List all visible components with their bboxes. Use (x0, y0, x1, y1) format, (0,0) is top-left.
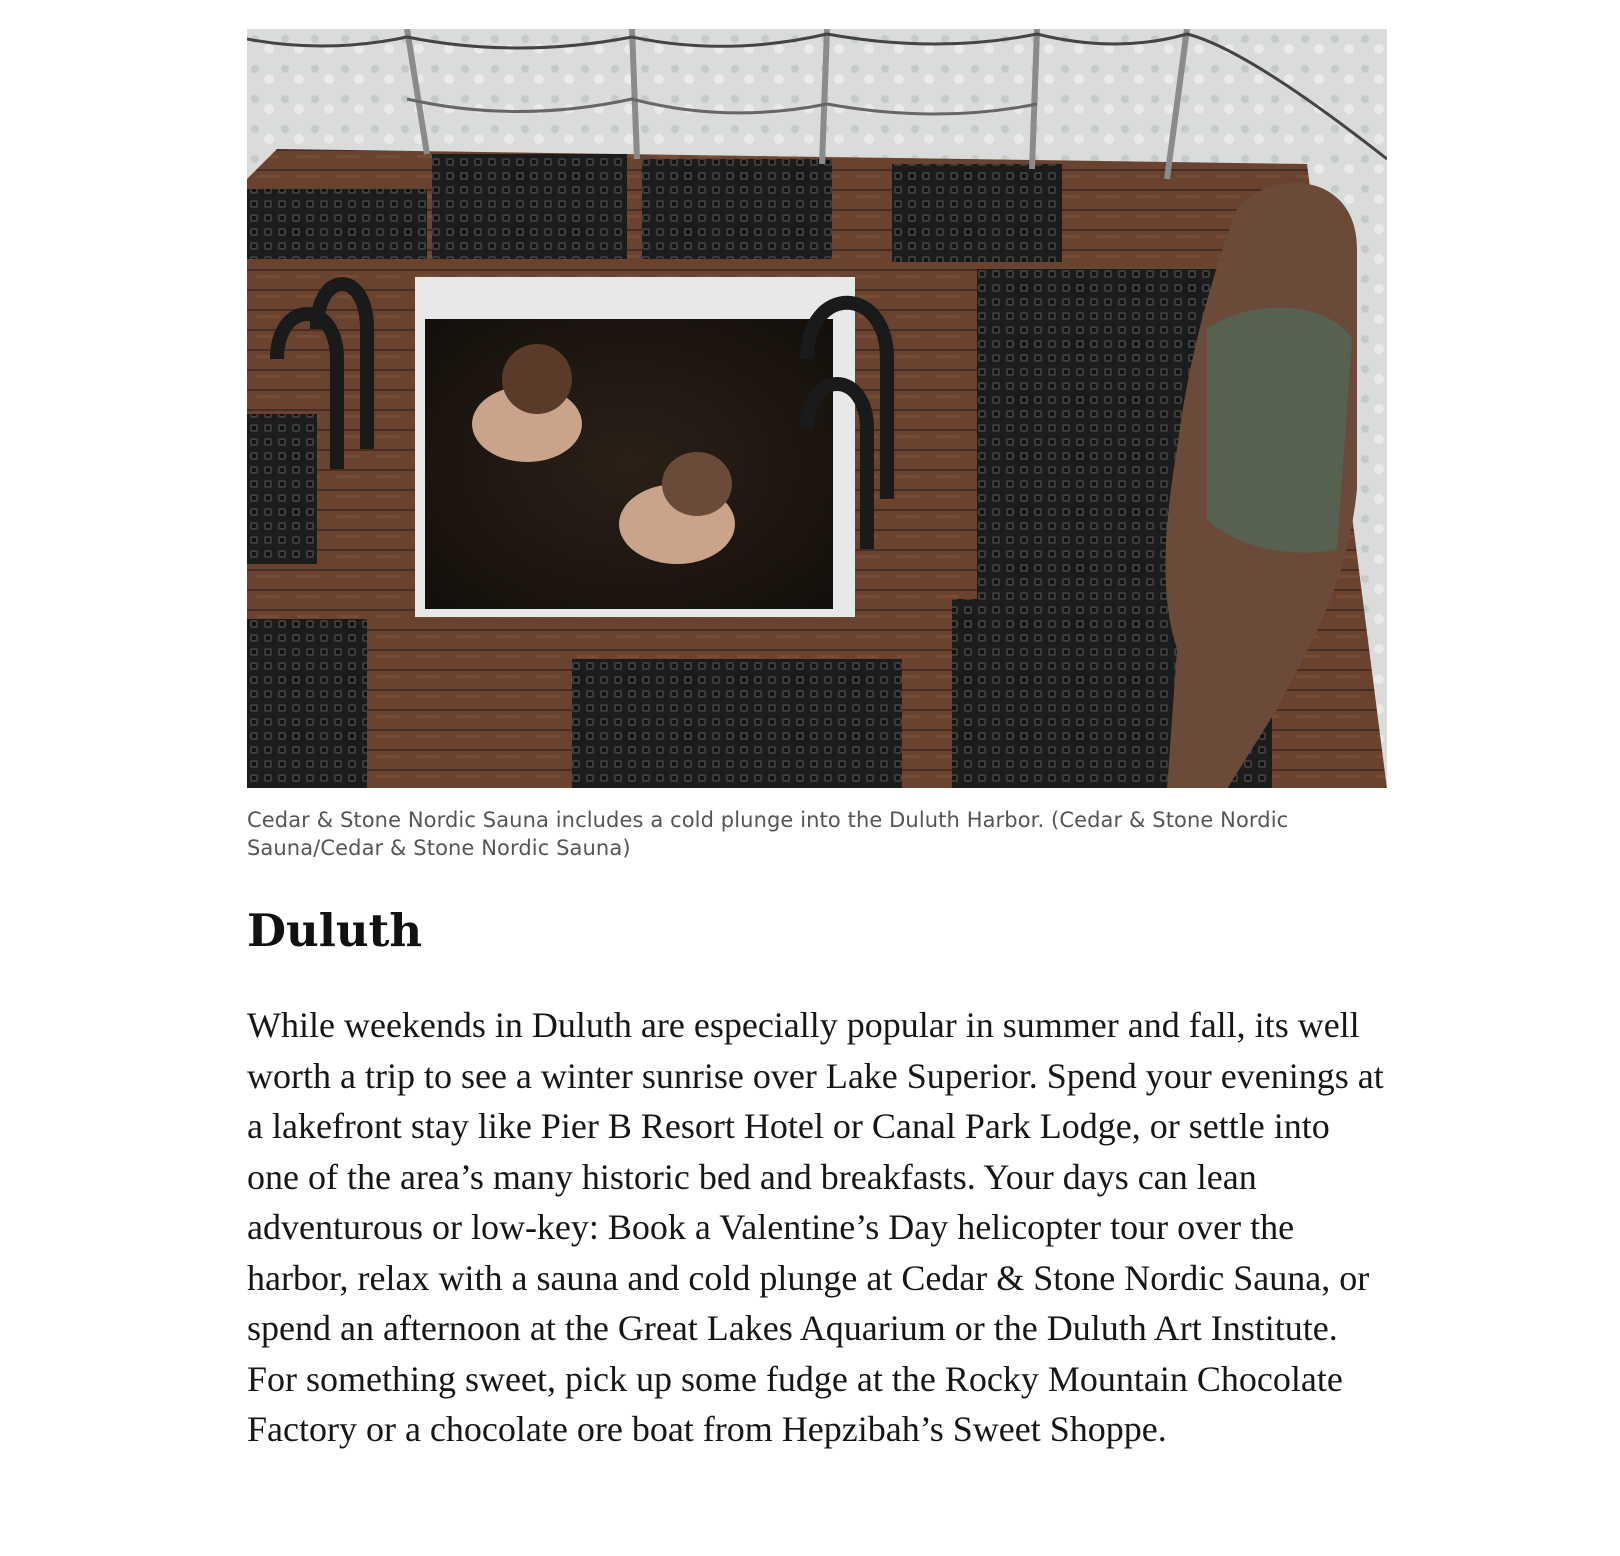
photo-illustration (247, 29, 1387, 788)
photo-caption: Cedar & Stone Nordic Sauna includes a cold plunge into the Duluth Harbor. (Cedar & Stone Nordic Sauna/Cedar & Stone Nordic Sauna) (247, 808, 1289, 860)
article-figure (247, 29, 1387, 862)
article (247, 29, 1387, 1455)
section-heading: Duluth (247, 904, 423, 957)
article-paragraph: While weekends in Duluth are especially popular in summer and fall, its well worth a trip to see a winter sunrise over Lake Superior. Spend your evenings at a lakefront stay like Pier B Resort Hotel or Canal Park Lodge, or settle into one of the area’s many historic bed and breakfasts. Your days can lean adventurous or low-key: Book a Valentine’s Day helicopter tour over the harbor, relax with a sauna and cold plunge at Cedar & Stone Nordic Sauna, or spend an afternoon at the Great Lakes Aquarium or the Duluth Art Institute. For something sweet, pick up some fudge at the Rocky Mountain Chocolate Factory or a chocolate ore boat from Hepzibah’s Sweet Shoppe. (247, 1005, 1384, 1449)
cold-plunge-photo (247, 29, 1387, 788)
